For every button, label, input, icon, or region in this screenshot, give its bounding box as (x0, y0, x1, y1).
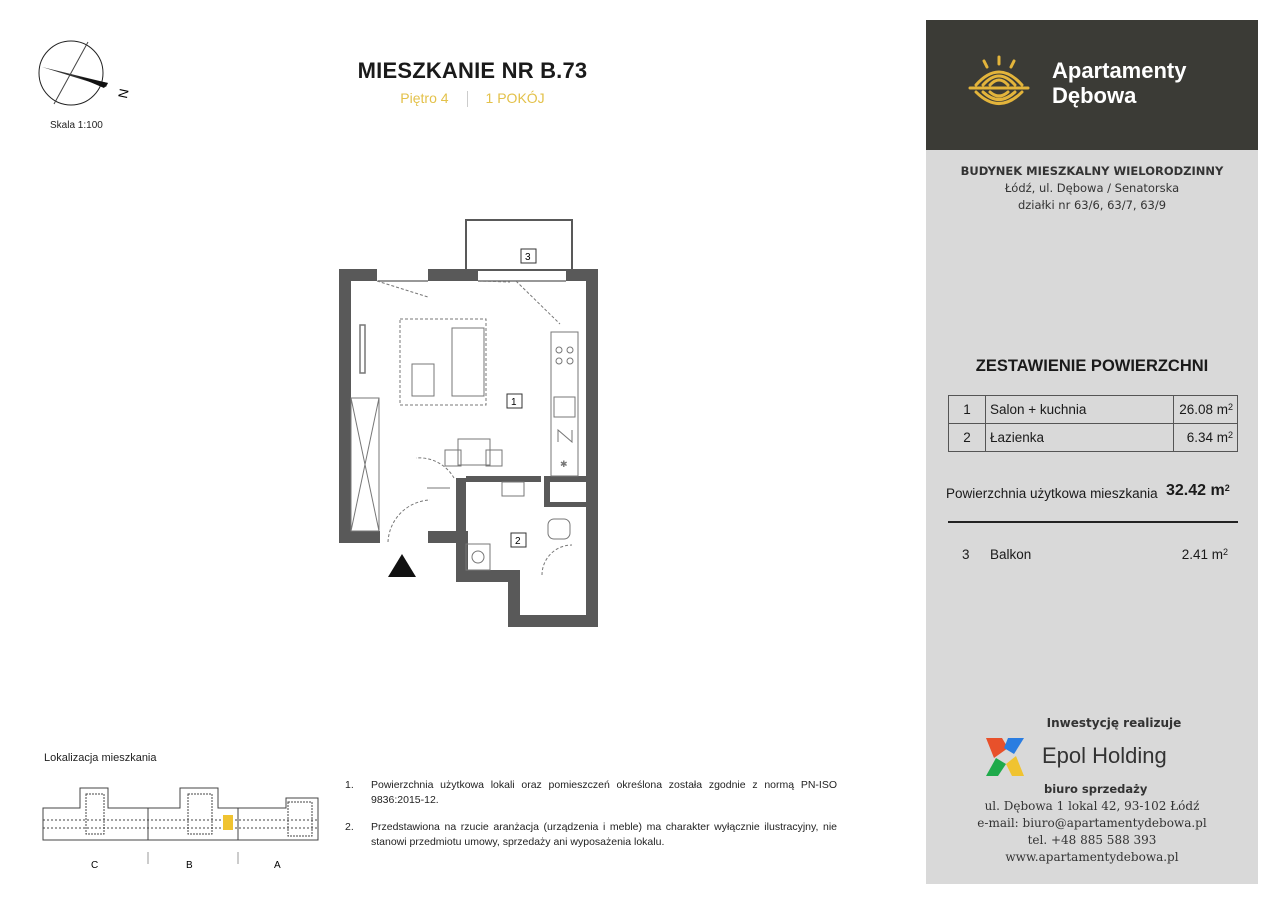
section-a: A (274, 860, 281, 871)
radiator (360, 325, 365, 373)
brand-line2: Dębowa (1052, 83, 1137, 108)
room-number-1: 1 (511, 397, 517, 408)
office-contact (926, 798, 1258, 866)
office-address: ul. Dębowa 1 lokal 42, 93-102 Łódź (984, 799, 1200, 813)
coffee-table (412, 364, 434, 396)
apartment-highlight (223, 815, 233, 830)
location-map (38, 780, 338, 875)
wall-top-mid (428, 269, 478, 281)
rug (400, 319, 486, 405)
north-label: N (115, 87, 132, 100)
room-area: 6.34 $m^2$ (1174, 424, 1238, 452)
note-text: Powierzchnia użytkowa lokali oraz pomieszczeń określona została zgodnie z normą PN-ISO 9836:2015-12. (371, 779, 837, 806)
rooms-label: 1 POKÓJ (485, 90, 545, 106)
note-number: 1. (345, 779, 354, 791)
room-number-3: 3 (525, 252, 531, 263)
brand-name (1052, 58, 1186, 108)
compass-icon (36, 38, 146, 120)
room-num: 2 (949, 424, 986, 452)
note-text: Przedstawiona na rzucie aranżacja (urządzenia i meble) ma charakter wyłącznie ilustracyjny, nie stanowi przedmiotu umowy, sprzedaży ani wyposażenia lokalu. (371, 821, 837, 848)
office-website[interactable]: www.apartamentydebowa.pl (1005, 850, 1179, 864)
building-type: BUDYNEK MIESZKALNY WIELORODZINNY (960, 164, 1224, 178)
wall-niche-bottom (508, 615, 598, 627)
wall-bath-top-right (544, 476, 586, 482)
epol-logo-icon (984, 736, 1026, 778)
apartment-title: MIESZKANIE NR B.73 (357, 58, 588, 83)
floor-label: Piętro 4 (400, 90, 449, 106)
wall-bath-top-left (456, 478, 466, 532)
wall-bath-top (466, 476, 541, 482)
kitchen-counter (551, 332, 578, 476)
wall-bottom-left (339, 531, 380, 543)
dining-table (458, 439, 490, 465)
room-number-2: 2 (515, 536, 521, 547)
room-name: Łazienka (986, 424, 1174, 452)
summary-title: ZESTAWIENIE POWIERZCHNI (975, 357, 1209, 375)
note-2 (345, 820, 837, 850)
investor-label: Inwestycję realizuje (1046, 716, 1182, 730)
building-info (926, 163, 1258, 214)
door-balcony (478, 281, 560, 324)
entrance-arrow-icon (388, 554, 416, 577)
balcony-name: Balkon (990, 547, 1032, 562)
total-area-label: Powierzchnia użytkowa mieszkania (946, 486, 1158, 501)
balcony-area: 2.41 $m^2$ (1181, 547, 1228, 562)
office-email[interactable]: e-mail: biuro@apartamentydebowa.pl (977, 816, 1207, 830)
door-bathroom (542, 545, 572, 575)
wall-left (339, 269, 351, 543)
shower (466, 544, 490, 570)
balcony-outline (466, 220, 572, 270)
table-row (949, 424, 1238, 452)
room-area: 26.08 $m^2$ (1174, 396, 1238, 424)
room-num: 1 (949, 396, 986, 424)
svg-text:✱: ✱ (560, 459, 568, 469)
location-label: Lokalizacja mieszkania (44, 752, 157, 764)
table-row (949, 396, 1238, 424)
room-name: Salon + kuchnia (986, 396, 1174, 424)
sink (502, 482, 524, 496)
section-c: C (91, 860, 99, 871)
chair-right (486, 450, 502, 466)
office-title: biuro sprzedaży (1044, 782, 1148, 796)
wall-bath-shelf (544, 502, 586, 507)
apartment-subtitle (300, 90, 645, 107)
wall-right (586, 269, 598, 627)
balcony-num: 3 (962, 547, 970, 562)
total-area-value: 32.42 $m^2$ (1166, 482, 1230, 499)
office-phone[interactable]: tel. +48 885 588 393 (1027, 833, 1157, 847)
chair-left (445, 450, 461, 466)
investor-company: Epol Holding (1042, 743, 1167, 768)
note-1 (345, 778, 837, 808)
scale-label: Skala 1:100 (50, 120, 103, 131)
door-entrance (388, 500, 430, 542)
sofa (452, 328, 484, 396)
subtitle-divider (467, 91, 468, 107)
building-plots: działki nr 63/6, 63/7, 63/9 (1017, 198, 1167, 212)
brand-line1: Apartamenty (1052, 58, 1187, 83)
toilet (548, 519, 570, 539)
section-b: B (186, 860, 193, 871)
notes (345, 778, 837, 862)
area-table (948, 395, 1238, 452)
wall-bath-right (544, 476, 550, 506)
floor-plan (330, 210, 610, 635)
total-divider (948, 521, 1238, 523)
building-address: Łódź, ul. Dębowa / Senatorska (1004, 181, 1180, 195)
brand-logo-icon (966, 55, 1032, 113)
note-number: 2. (345, 821, 354, 833)
